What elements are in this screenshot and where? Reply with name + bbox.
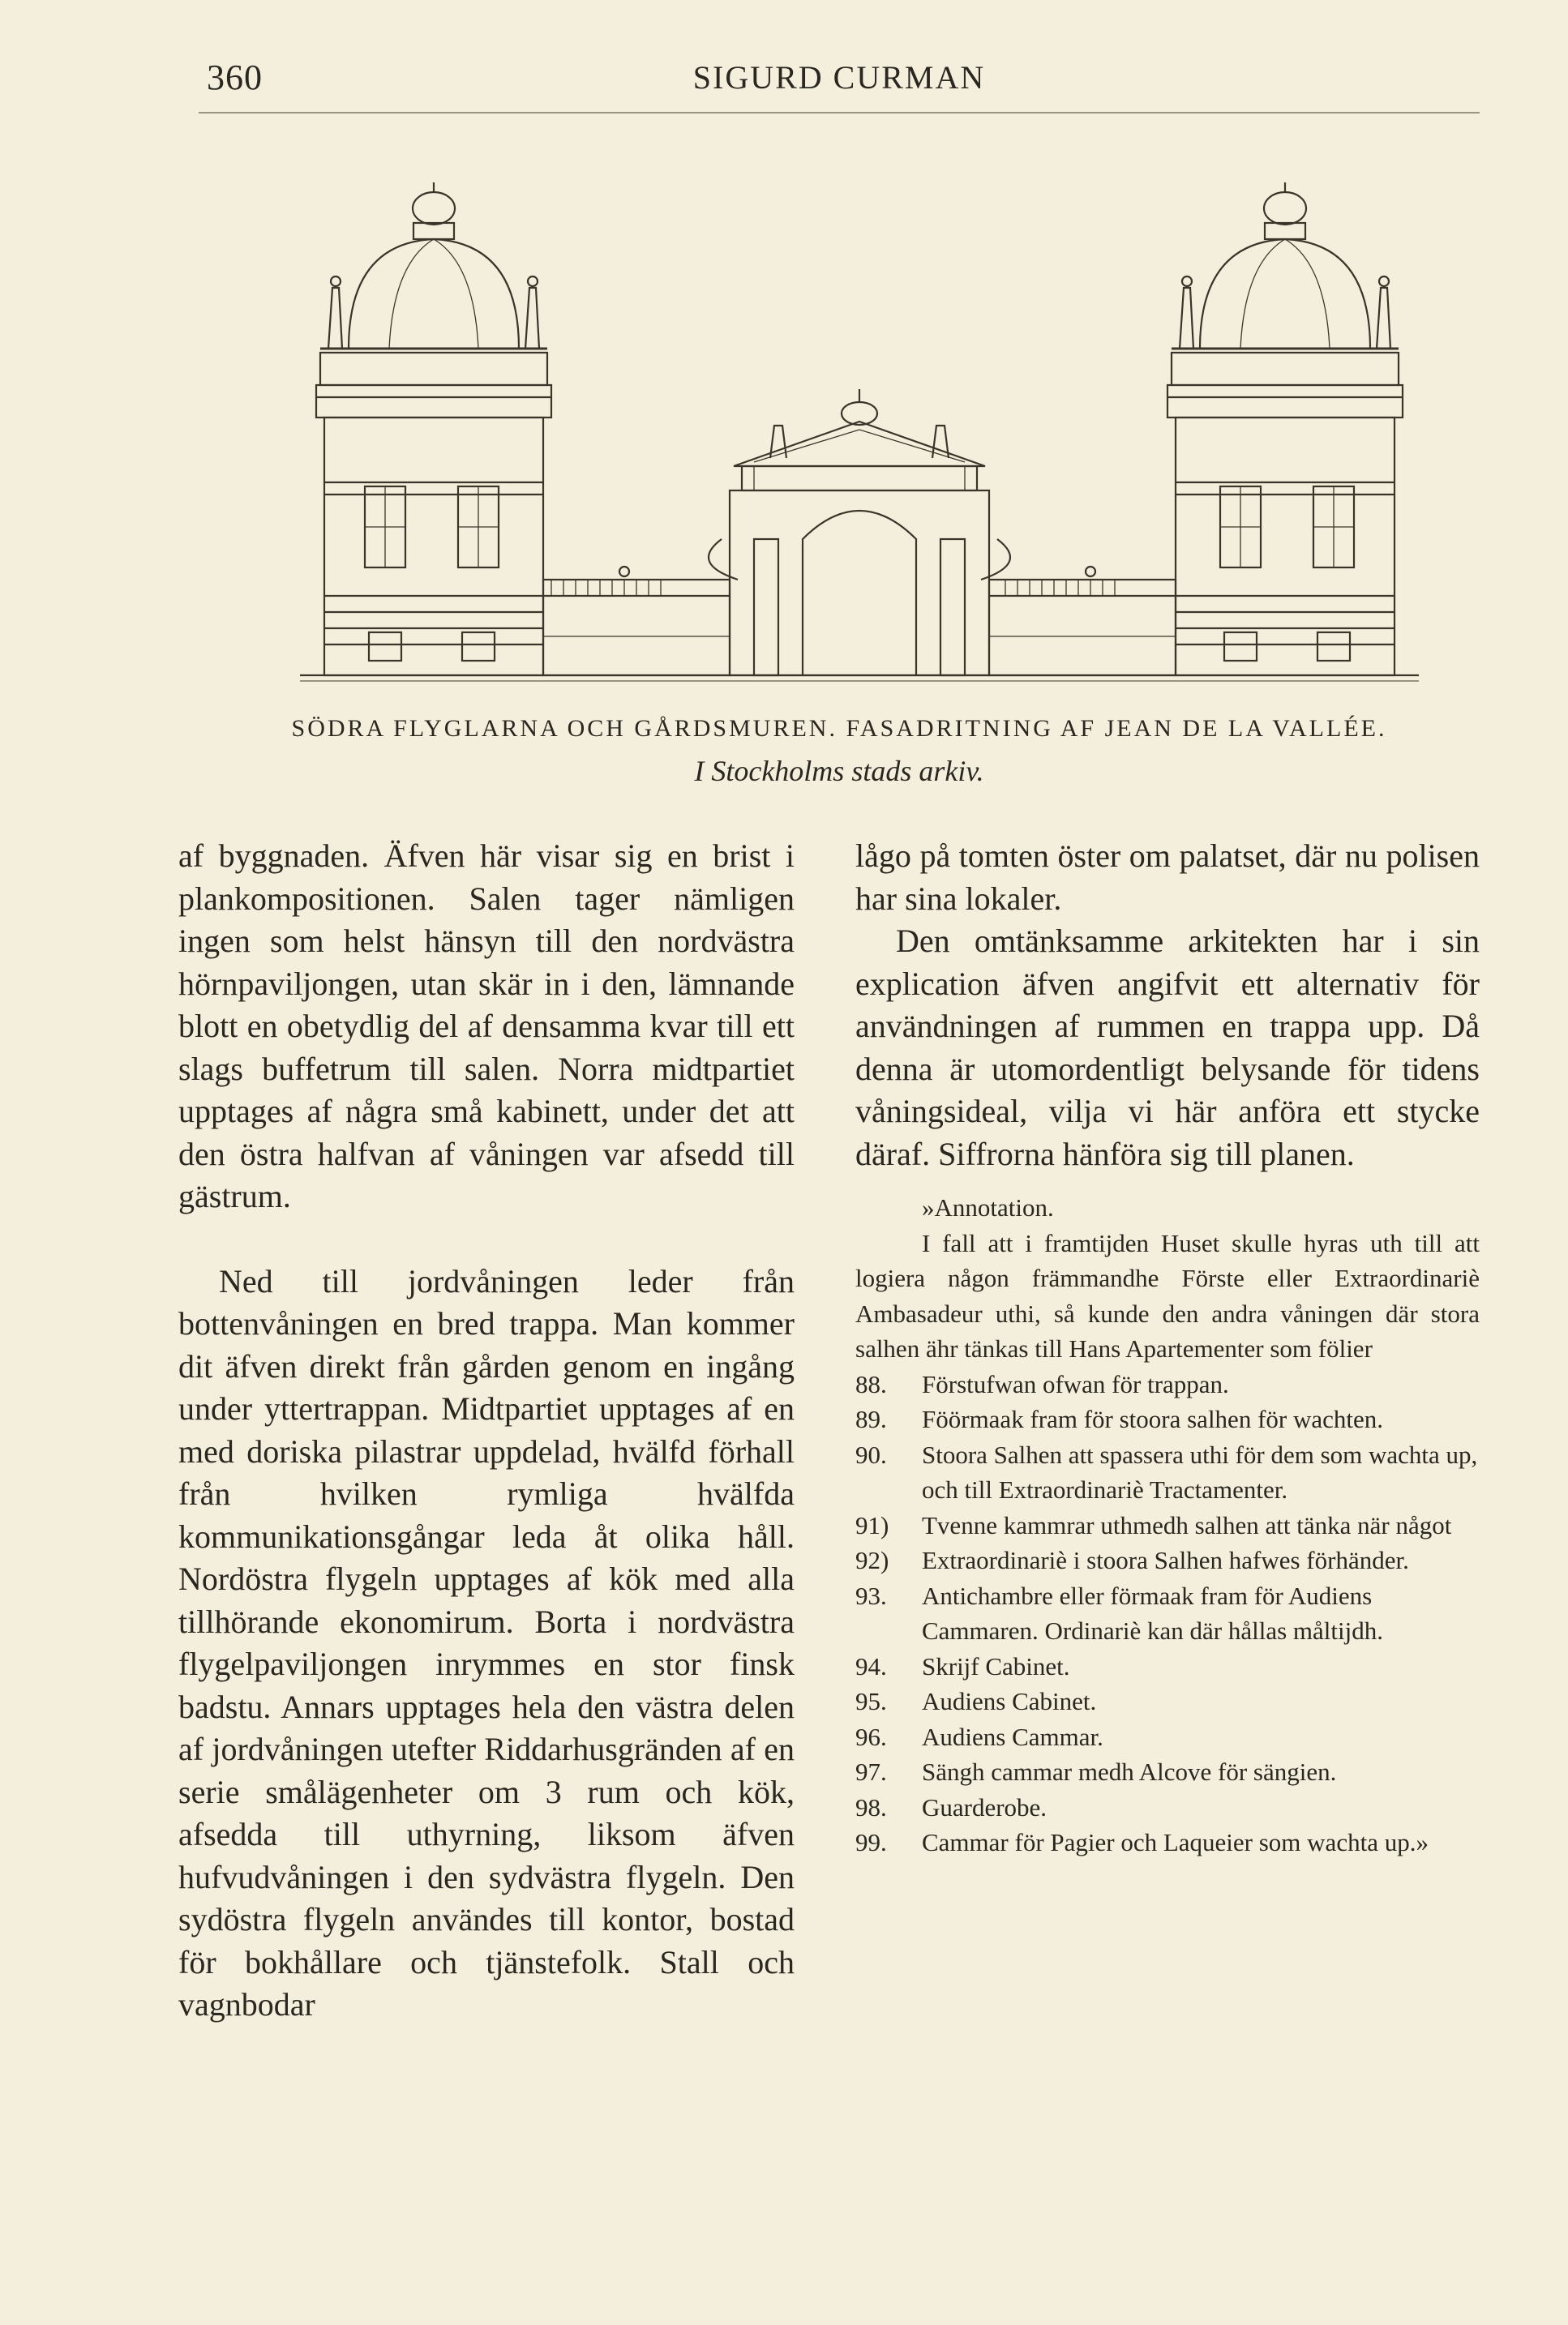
central-gateway bbox=[709, 389, 1010, 675]
list-item bbox=[855, 1719, 1480, 1755]
right-column bbox=[855, 835, 1480, 1860]
item-number: 99. bbox=[855, 1828, 887, 1856]
item-number: 88. bbox=[855, 1369, 887, 1398]
page-header bbox=[199, 57, 1480, 105]
item-number: 98. bbox=[855, 1792, 887, 1822]
header-rule bbox=[199, 112, 1480, 113]
list-item bbox=[855, 1437, 1480, 1508]
facade-drawing bbox=[300, 174, 1419, 701]
annotation-heading: »Annotation. bbox=[922, 1193, 1054, 1222]
list-item bbox=[855, 1825, 1480, 1860]
list-item-pair bbox=[855, 1508, 1480, 1578]
item-number: 90. bbox=[855, 1440, 887, 1469]
item-text: Föörmaak fram för stoora salhen för wachten. bbox=[922, 1405, 1383, 1433]
item-number: 94. bbox=[855, 1651, 887, 1681]
right-tower bbox=[1167, 182, 1403, 675]
list-item bbox=[855, 1578, 1480, 1649]
item-number: 95. bbox=[855, 1687, 887, 1715]
figure-caption: SÖDRA FLYGLARNA OCH GÅRDSMUREN. FASADRITNING AF JEAN DE LA VALLÉE. bbox=[291, 715, 1387, 742]
item-text: Skrijf Cabinet. bbox=[922, 1651, 1070, 1681]
item-text: Stoora Salhen att spassera uthi för dem som wachta up, och till Extraordinariè Tractamenter. bbox=[922, 1440, 1478, 1504]
item-text: Cammar för Pagier och Laqueier som wachta up.» bbox=[922, 1828, 1429, 1856]
item-text: Guarderobe. bbox=[922, 1792, 1047, 1822]
item-text: Audiens Cabinet. bbox=[922, 1687, 1097, 1715]
item-number: 96. bbox=[855, 1722, 887, 1751]
left-paragraph-1: af byggnaden. Äfven här visar sig en brist i plankompositionen. Salen tager nämligen ingen som helst hänsyn till den nordvästra hörnpaviljongen, utan skär in i den, lämnande blott en obetydlig del af densamma kvar till ett slags buffetrum till salen. Norra midtpartiet upptages af några små kabinett, under det att den östra halfvan af våningen var afsedd till gästrum. bbox=[178, 837, 795, 1214]
item-number: 89. bbox=[855, 1405, 887, 1433]
item-number: 97. bbox=[855, 1758, 887, 1786]
annotation-intro: I fall att i framtijden Huset skulle hyras uth till att logiera någon främmandhe Förste eller Extraordinariè Ambasadeur uthi, så kunde den andra våningen där stora salhen ähr tänkas till Hans Apartementer som fölier bbox=[855, 1228, 1480, 1363]
item-text: Antichambre eller förmaak fram för Audiens Cammaren. Ordinariè kan där hållas måltijdh. bbox=[922, 1581, 1384, 1645]
list-item bbox=[855, 1684, 1480, 1719]
item-number: 93. bbox=[855, 1581, 887, 1610]
right-paragraph-1: lågo på tomten öster om palatset, där nu polisen har sina lokaler. bbox=[855, 837, 1480, 917]
list-item bbox=[855, 1754, 1480, 1790]
left-paragraph-2: Ned till jordvåningen leder från bottenvåningen en bred trappa. Man kommer dit äfven direkt från gården genom en ingång under yttertrappan. Midtpartiet upptages af en med doriska pilastrar uppdelad, hvälfd förhall från hvilken rymliga hvälfda kommunikationsgångar leda åt olika håll. Nordöstra flygeln upptages af kök med alla tillhörande ekonomirum. Borta i nordvästra flygelpaviljongen inrymmes en stor finsk badstu. Annars upptages hela den västra delen af jordvåningen utefter Riddarhusgränden af en serie smålägenheter om 3 rum och kök, afsedda till uthyrning, liksom äfven hufvudvåningen i den sydvästra flygeln. Den sydöstra flygeln användes till kontor, bostad för bokhållare och tjänstefolk. Stall och vagnbodar bbox=[178, 1262, 795, 2023]
item-text: Audiens Cammar. bbox=[922, 1722, 1103, 1751]
item-number-pair: 91) 92) bbox=[855, 1510, 889, 1574]
garden-walls bbox=[543, 567, 1176, 675]
left-tower bbox=[316, 182, 551, 675]
item-text: Sängh cammar medh Alcove för sängien. bbox=[922, 1758, 1337, 1786]
item-number-b: 92 bbox=[855, 1546, 880, 1574]
annotation-block bbox=[855, 1190, 1480, 1860]
item-text: Förstufwan ofwan för trappan. bbox=[922, 1369, 1229, 1398]
list-item bbox=[855, 1649, 1480, 1685]
list-item bbox=[855, 1367, 1480, 1402]
figure-source: I Stockholms stads arkiv. bbox=[694, 755, 984, 787]
running-head: SIGURD CURMAN bbox=[692, 59, 986, 96]
page-number: 360 bbox=[207, 58, 263, 97]
left-column bbox=[178, 835, 795, 2027]
facade-drawing-figure bbox=[300, 174, 1419, 701]
item-number-a: 91 bbox=[855, 1510, 880, 1539]
right-paragraph-2: Den omtänksamme arkitekten har i sin explication äfven angifvit ett alternativ för användningen af rummen en trappa upp. Då denna är utomordentligt belysande för tidens våningsideal, vilja vi här anföra ett stycke däraf. Siffrorna hänföra sig till planen. bbox=[855, 923, 1480, 1172]
list-item bbox=[855, 1402, 1480, 1437]
list-item bbox=[855, 1790, 1480, 1826]
item-text: Tvenne kammrar uthmedh salhen att tänka när något Extraordinariè i stoora Salhen hafwes förhänder. bbox=[922, 1510, 1452, 1574]
